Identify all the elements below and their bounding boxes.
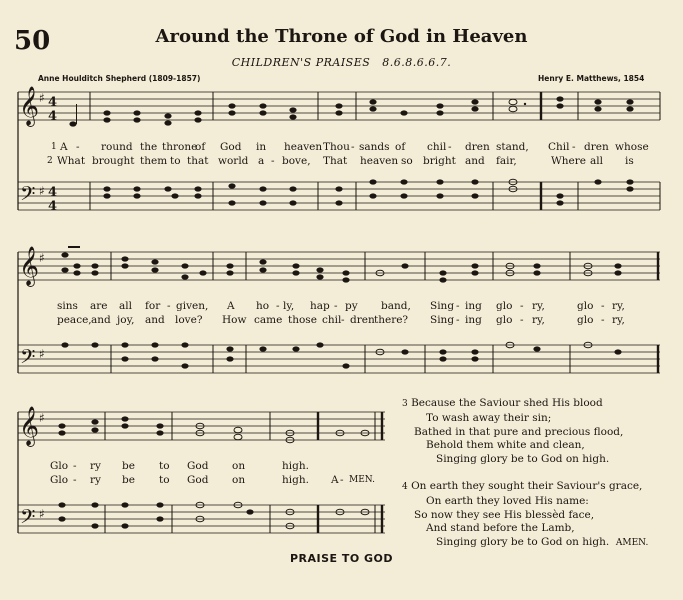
- svg-text:4: 4: [48, 109, 58, 124]
- amen-label: AMEN.: [615, 538, 649, 549]
- tune-name: CHILDREN'S PRAISES: [231, 56, 371, 69]
- system-3-verse-2: Glo - ry be to God on high. A - MEN.: [50, 474, 375, 486]
- verse-3-line-5: Singing glory be to God on high.: [436, 453, 610, 466]
- system-3-verse-1: Glo - ry be to God on high.: [50, 460, 309, 472]
- svg-text:♯: ♯: [39, 184, 45, 198]
- svg-text:♯: ♯: [39, 91, 45, 105]
- bass-clef-icon: 𝄢: [20, 345, 36, 373]
- verse-3-number: 3: [402, 399, 408, 409]
- system-1-verse-1: 1 A - round the throne of God in heaven Thou - sands of chil - dren stand, Chil - dren whose: [51, 141, 649, 153]
- verse-4-line-5: Singing glory be to God on high. AMEN.: [436, 536, 649, 549]
- verse-4: [402, 480, 648, 551]
- system-1-verse-2: 2 What brought them to that world a - bove, That heaven so bright and fair, Where all is: [47, 155, 634, 167]
- system-2-verse-1: sins are all for - given, A ho - ly, hap - py band, Sing - ing glo - ry, glo - ry,: [57, 300, 625, 312]
- footer-caption: PRAISE TO GOD: [289, 552, 394, 565]
- svg-text:♯: ♯: [39, 411, 45, 425]
- verse-3: [402, 397, 623, 467]
- treble-clef-icon: 𝄞: [19, 246, 40, 286]
- verse-4-number: 4: [402, 482, 408, 492]
- verse-4-line-4: And stand before the Lamb,: [426, 522, 575, 535]
- verse-3-line-1: 3 Because the Saviour shed His blood: [402, 397, 603, 409]
- verse-3-line-2: To wash away their sin;: [426, 411, 552, 424]
- verse-3-line-3: Bathed in that pure and precious flood,: [414, 425, 624, 438]
- music-credit: Henry E. Matthews, 1854: [538, 74, 645, 83]
- words-credit: Anne Houlditch Shepherd (1809-1857): [38, 74, 201, 83]
- treble-clef-icon: 𝄞: [19, 86, 40, 126]
- svg-text:♯: ♯: [39, 507, 45, 521]
- meter: 8.6.8.6.6.7.: [382, 56, 452, 69]
- system-2-verse-2: peace, and joy, and love? How came those chil - dren there? Sing - ing glo - ry, glo - ry,: [57, 314, 625, 326]
- hymn-number: 50: [14, 26, 51, 56]
- svg-text:4: 4: [48, 95, 58, 110]
- verse-3-line-4: Behold them white and clean,: [426, 439, 585, 452]
- bass-clef-icon: 𝄢: [20, 182, 36, 210]
- svg-text:♯: ♯: [39, 347, 45, 361]
- treble-clef-icon: 𝄞: [19, 406, 40, 446]
- svg-text:♯: ♯: [39, 251, 45, 265]
- svg-text:4: 4: [48, 185, 58, 200]
- verse-4-line-2: On earth they loved His name:: [426, 494, 589, 507]
- svg-text:4: 4: [48, 199, 58, 214]
- bass-clef-icon: 𝄢: [20, 505, 36, 533]
- verse-4-line-3: So now they see His blessèd face,: [414, 508, 595, 521]
- verse-4-line-1: 4 On earth they sought their Saviour's grace,: [402, 480, 643, 492]
- hymn-title: Around the Throne of God in Heaven: [155, 26, 528, 47]
